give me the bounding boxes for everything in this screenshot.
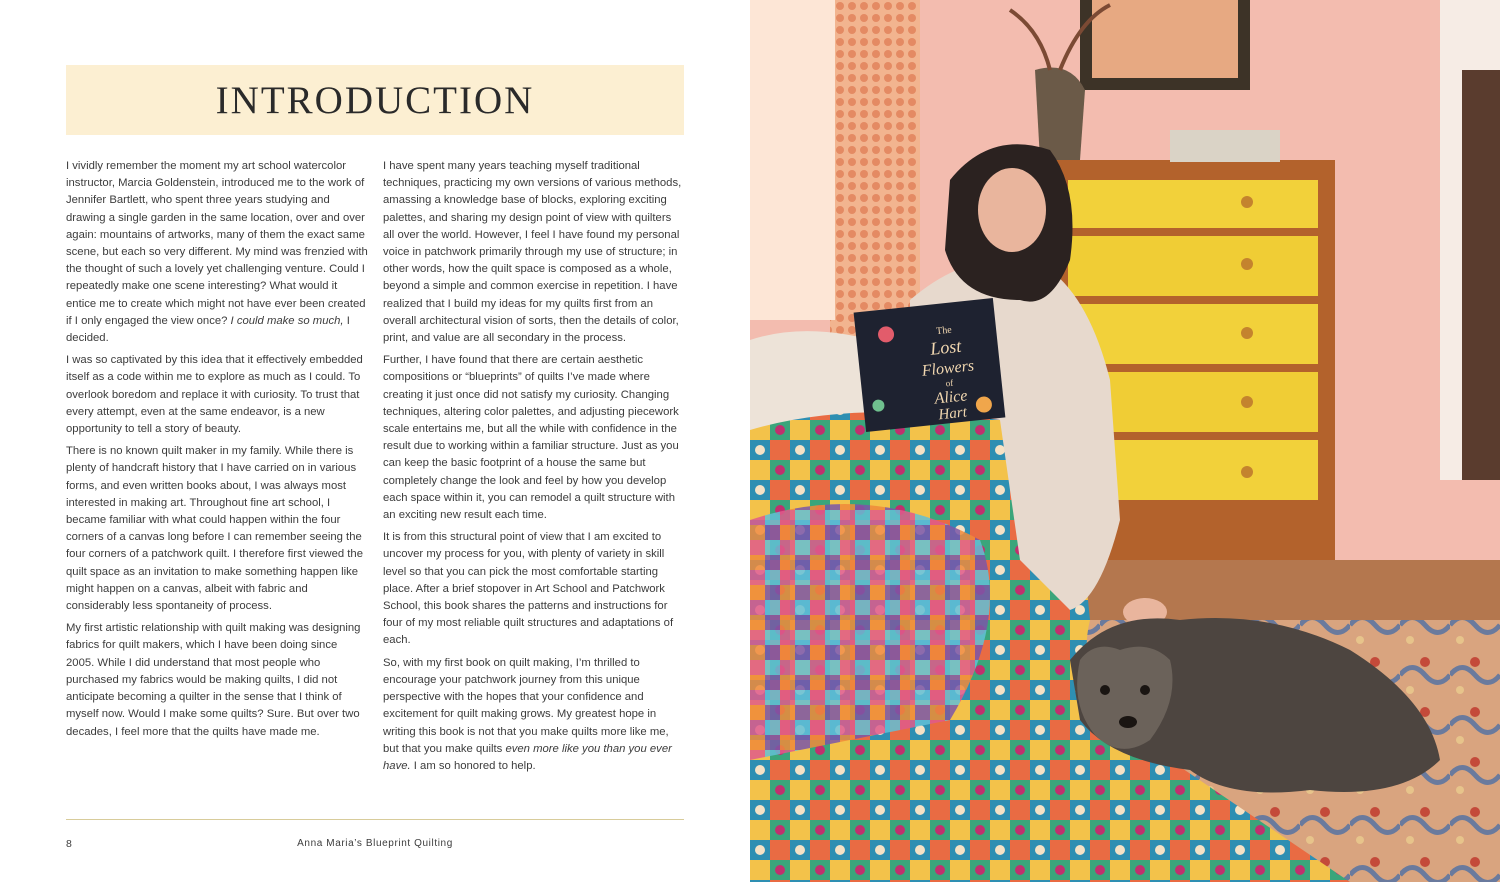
italic-phrase: even more like you than you ever have. (383, 742, 672, 772)
book-cover-word: Alice (933, 387, 969, 408)
book-cover-word: Hart (937, 404, 968, 424)
running-title: Anna Maria’s Blueprint Quilting (297, 838, 453, 849)
footer-rule (66, 819, 684, 820)
woman-face (978, 168, 1046, 252)
vase (1035, 68, 1085, 161)
paragraph: I have spent many years teaching myself traditional techniques, practicing my own versions of various methods, amassing a knowledge base of blocks, exploring exciting palettes, and sharing my design point of view with quilters all over the world. However, I feel I have found my personal voice in patchwork primarily through my use of structure; in other words, how the quilt space is composed as a whole, beyond a simple and common exercise in repetition. I have realized that I build my ideas for my quilts first from an overall architectural vision of sorts, then the details of color, print, and value are all secondary in the process. (383, 160, 682, 345)
text-column-left (66, 158, 368, 746)
paragraph: My first artistic relationship with quilt making was designing fabrics for quilt makers, which I have been doing since 2005. While I did understand that most people who purchased my fabrics would be making quilts, I did not anticipate becoming a quilter in the sense that I think of myself now. Would I make some quilts? Sure. But over two decades, I feel more that the quilts have made me. (66, 622, 361, 738)
italic-phrase: I could make so much, (230, 314, 344, 327)
title-band (66, 65, 684, 135)
page-number: 8 (66, 838, 72, 850)
paragraph: Further, I have found that there are certain aesthetic compositions or “blueprints” of quilts I’ve made where creating it just once did not satisfy my curiosity. Changing techniques, altering color palettes, and adjusting piecework scale entertains me, but all the while with confidence in the result due to working within a familiar structure. Just as you can keep the basic footprint of a house the same but completely change the look and feel by how you develop each space within it, you can remodel a quilt structure with an exciting new result each time. (383, 354, 679, 522)
paragraph: It is from this structural point of view that I am excited to uncover my process for you, with plenty of variety in skill level so that you can pick the most comfortable starting place. After a brief stopover in Art School and Patchwork School, this book shares the patterns and instructions for four of my most reliable quilt structures and adaptations of each. (383, 531, 674, 647)
book-stack (1170, 130, 1280, 162)
book-cover-word: of (945, 377, 954, 389)
page-title: INTRODUCTION (215, 78, 535, 122)
novel-book (854, 298, 1006, 432)
text-column-right (383, 158, 685, 780)
book-cover-word: Lost (929, 335, 963, 359)
paragraph: I vividly remember the moment my art school watercolor instructor, Marcia Goldenstein, introduced me to the work of Jennifer Bartlett, who spent three years studying and drawing a single garden in the same location, over and over again: mountains of artworks, many of them the exact same scene, but each so very different. My mind was frenzied with the thought of such a lovely yet challenging venture. Could I repeatedly make one scene interesting? What would it entice me to create which might not have ever been created if I only engaged the view once? I could make so much, I decided. (66, 160, 368, 345)
paragraph: So, with my first book on quilt making, I’m thrilled to encourage your patchwork journey from this unique perspective with the hopes that your confidence and excitement for quilt making grows. My greatest hope in writing this book is not that you make quilts more like me, but that you make quilts even more like you than you ever have. I am so honored to help. (383, 656, 672, 772)
photo-woman-with-dog-and-quilt (750, 0, 1500, 882)
paragraph: I was so captivated by this idea that it effectively embedded itself as a code within me to explore as much as I could. To overlook boredom and replace it with curiosity. To trust that every attempt, even at the same endeavor, is a new opportunity to tell a story of beauty. (66, 354, 363, 436)
paragraph: There is no known quilt maker in my family. While there is plenty of handcraft history that I have carried on in various forms, and even written books about, I was always most interested in making art. Throughout fine art school, I became familiar with what could happen within the four corners of a canvas long before I can remember seeing the four corners of a patchwork quilt. I therefore first viewed the quilt space as an invitation to make something happen like might happen on a canvas, albeit with fabric and considerably less spontaneity of process. (66, 445, 363, 613)
book-cover-word: Flowers (920, 357, 975, 380)
book-cover-word: The (935, 324, 953, 338)
